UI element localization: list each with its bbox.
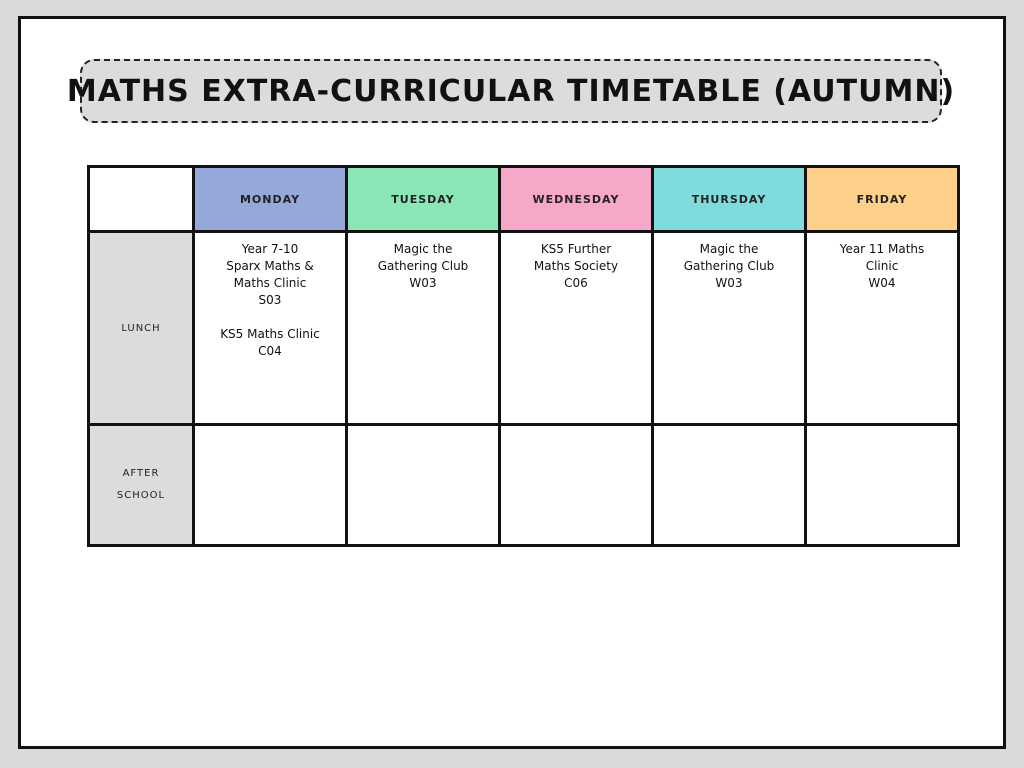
corner-cell	[89, 167, 194, 232]
timetable-grid	[87, 165, 960, 547]
cell-text	[195, 426, 345, 434]
day-header-thursday: THURSDAY	[653, 167, 806, 232]
cell-after-monday	[194, 425, 347, 546]
day-header-monday: MONDAY	[194, 167, 347, 232]
cell-text	[348, 426, 498, 434]
cell-text	[501, 426, 651, 434]
row-label-after-school	[89, 425, 194, 546]
cell-lunch-tuesday	[347, 232, 500, 425]
cell-text: Magic the Gathering Club W03	[377, 242, 469, 290]
day-header-tuesday: TUESDAY	[347, 167, 500, 232]
after-school-row	[89, 425, 959, 546]
cell-text: Year 7-10 Sparx Maths & Maths Clinic S03 KS5 Maths Clinic C04	[220, 242, 320, 358]
timetable-page	[18, 16, 1006, 749]
cell-after-tuesday	[347, 425, 500, 546]
cell-text	[807, 426, 957, 434]
cell-text: Magic the Gathering Club W03	[683, 242, 775, 290]
cell-after-wednesday	[500, 425, 653, 546]
page-title: MATHS EXTRA-CURRICULAR TIMETABLE (AUTUMN)	[66, 73, 956, 109]
cell-text: Year 11 Maths Clinic W04	[839, 242, 925, 290]
lunch-row	[89, 232, 959, 425]
cell-text	[654, 426, 804, 434]
cell-after-friday	[806, 425, 959, 546]
cell-after-thursday	[653, 425, 806, 546]
title-banner	[66, 59, 956, 123]
cell-text: KS5 Further Maths Society C06	[533, 242, 619, 290]
cell-lunch-wednesday	[500, 232, 653, 425]
day-header-friday: FRIDAY	[806, 167, 959, 232]
cell-lunch-friday	[806, 232, 959, 425]
day-header-wednesday: WEDNESDAY	[500, 167, 653, 232]
cell-lunch-thursday	[653, 232, 806, 425]
cell-lunch-monday	[194, 232, 347, 425]
header-row	[89, 167, 959, 232]
row-label-lunch: LUNCH	[89, 232, 194, 425]
row-label-text: AFTER SCHOOL	[116, 468, 166, 501]
